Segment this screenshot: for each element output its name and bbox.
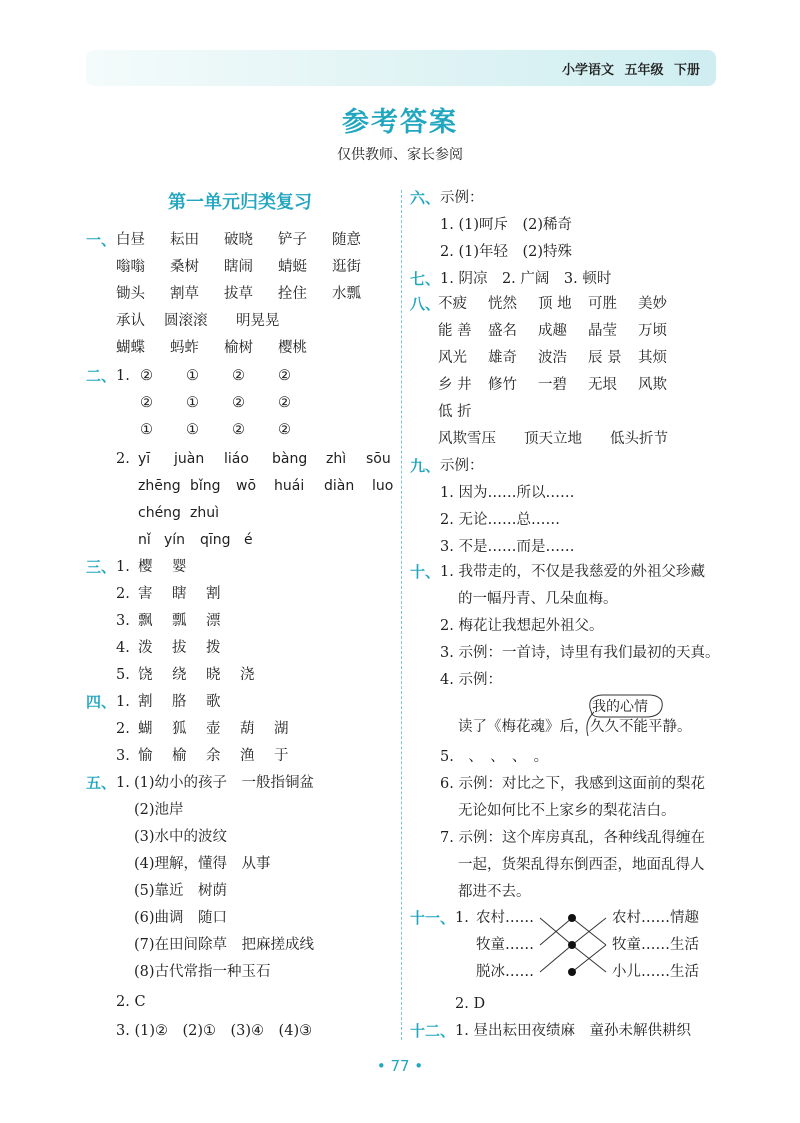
answer-line: 1. 阴凉 2. 广阔 3. 顿时 <box>440 271 612 287</box>
answer-line: 1. 昼出耘田夜绩麻 童孙未解供耕织 <box>455 1023 691 1039</box>
section-label-3: 三、 <box>86 558 117 576</box>
char: 浇 <box>240 667 255 683</box>
word: 樱桃 <box>278 340 307 356</box>
word: 铲子 <box>278 232 307 248</box>
word: 破晓 <box>224 232 253 248</box>
answer-line: 3. 示例：一首诗，诗里有我们最初的天真。 <box>440 645 720 661</box>
section-label-7: 七、 <box>410 270 441 288</box>
word: 瞎闹 <box>224 259 253 275</box>
char: 葫 <box>240 721 255 737</box>
word: 一碧 <box>538 377 567 393</box>
header-text: 小学语文 五年级 下册 <box>561 63 700 78</box>
word: 桑树 <box>170 259 199 275</box>
word: 蜻蜓 <box>278 259 307 275</box>
definition-item: (2)池岸 <box>134 802 184 818</box>
pinyin: qīng <box>200 532 231 548</box>
word: 逛街 <box>332 259 361 275</box>
q-number: 2. <box>116 451 130 467</box>
circled-num: ② <box>140 395 153 411</box>
definition-item: (5)靠近 树荫 <box>134 883 228 899</box>
pinyin: diàn <box>324 478 355 494</box>
answer-line: 2. C <box>116 994 146 1010</box>
answer-line: 1. 因为……所以…… <box>440 485 575 501</box>
word: 雄奇 <box>488 350 517 366</box>
answer-line: 3. 不是……而是…… <box>440 539 575 555</box>
char: 榆 <box>172 748 187 764</box>
circled-num: ② <box>232 422 245 438</box>
word: 耘田 <box>170 232 199 248</box>
char: 蝴 <box>138 721 153 737</box>
pinyin: wō <box>236 478 257 494</box>
word: 顶天立地 <box>524 431 582 447</box>
answer-line: 4. 示例： <box>440 672 502 688</box>
word: 锄头 <box>116 286 145 302</box>
word: 榆树 <box>224 340 253 356</box>
word: 拴住 <box>278 286 307 302</box>
definition-item: (1)幼小的孩子 一般指铜盆 <box>134 775 315 791</box>
word: 白昼 <box>116 232 145 248</box>
pinyin: yī <box>138 451 151 467</box>
pinyin: chéng <box>138 505 181 521</box>
answer-line: 5. 、 、 、 。 <box>440 749 549 765</box>
answer-line: 3. (1)② (2)① (3)④ (4)③ <box>116 1023 313 1039</box>
match-left-item: 牧童…… <box>476 937 534 953</box>
char: 湖 <box>274 721 289 737</box>
word: 拔草 <box>224 286 253 302</box>
char: 歌 <box>206 694 221 710</box>
char: 害 <box>138 586 153 602</box>
word: 其烦 <box>638 350 667 366</box>
sentence-a: 读了《梅花魂》后， <box>458 719 589 735</box>
match-right-item: 牧童……生活 <box>612 937 699 953</box>
char: 愉 <box>138 748 153 764</box>
word: 波浩 <box>538 350 567 366</box>
pinyin: bàng <box>272 451 308 467</box>
answer-line: 的一幅丹青、几朵血梅。 <box>458 591 618 607</box>
circled-num: ② <box>232 395 245 411</box>
match-right-item: 小儿……生活 <box>612 964 699 980</box>
q-number: 5. <box>116 667 130 683</box>
word: 承认 <box>116 313 145 329</box>
definition-item: (4)理解，懂得 从事 <box>134 856 271 872</box>
section-label-11: 十一、 <box>410 909 456 927</box>
pinyin: huái <box>274 478 305 494</box>
char: 于 <box>274 748 289 764</box>
word: 蝴蝶 <box>116 340 145 356</box>
definition-item: (8)古代常指一种玉石 <box>134 964 271 980</box>
word: 明晃晃 <box>236 313 280 329</box>
section-label-9: 九、 <box>410 457 441 475</box>
word: 无垠 <box>588 377 617 393</box>
pinyin: zhēng <box>138 478 181 494</box>
circled-num: ① <box>186 395 199 411</box>
definition-item: (3)水中的波纹 <box>134 829 228 845</box>
definition-item: (7)在田间除草 把麻搓成线 <box>134 937 315 953</box>
pinyin: bǐng <box>190 478 221 494</box>
char: 绕 <box>172 667 187 683</box>
mood-bubble-text: 我的心情 <box>592 699 648 715</box>
circled-num: ② <box>278 395 291 411</box>
pinyin: é <box>244 532 253 548</box>
word: 水瓢 <box>332 286 361 302</box>
char: 余 <box>206 748 221 764</box>
pinyin: zhuì <box>190 505 219 521</box>
circled-num: ② <box>278 422 291 438</box>
char: 漂 <box>206 613 221 629</box>
word: 风欺 <box>638 377 667 393</box>
char: 狐 <box>172 721 187 737</box>
answer-line: 2. 梅花让我想起外祖父。 <box>440 618 604 634</box>
char: 婴 <box>172 559 187 575</box>
char: 泼 <box>138 640 153 656</box>
char: 拨 <box>206 640 221 656</box>
answer-line: 6. 示例：对比之下，我感到这面前的梨花 <box>440 776 705 792</box>
answer-line: 7. 示例：这个库房真乱，各种线乱得缠在 <box>440 830 705 846</box>
word: 乡 井 <box>438 377 472 393</box>
example-label: 示例： <box>440 190 484 206</box>
word: 晶莹 <box>588 323 617 339</box>
answer-line: 2. 无论……总…… <box>440 512 560 528</box>
circled-num: ② <box>232 368 245 384</box>
q-number: 1. <box>116 559 130 575</box>
answer-line: 2. D <box>455 996 486 1012</box>
answer-line: 1. 我带走的，不仅是我慈爱的外祖父珍藏 <box>440 564 705 580</box>
section-label-5: 五、 <box>86 774 117 792</box>
section-label-8: 八、 <box>410 295 441 313</box>
word: 美妙 <box>638 296 667 312</box>
word: 不疲 <box>438 296 467 312</box>
circled-num: ① <box>140 422 153 438</box>
word: 割草 <box>170 286 199 302</box>
pinyin: zhì <box>326 451 347 467</box>
word: 恍然 <box>488 296 517 312</box>
section-label-10: 十、 <box>410 563 441 581</box>
q-number: 2. <box>116 721 130 737</box>
word: 盛名 <box>488 323 517 339</box>
sentence-b: 久久不能平静。 <box>590 719 692 735</box>
char: 瓢 <box>172 613 187 629</box>
word: 顶 地 <box>538 296 572 312</box>
pinyin: liáo <box>224 451 249 467</box>
word: 随意 <box>332 232 361 248</box>
q-number: 1. <box>116 775 130 791</box>
q-number: 3. <box>116 613 130 629</box>
section-label-6: 六、 <box>410 189 441 207</box>
pinyin: nǐ <box>138 532 151 548</box>
pinyin: luo <box>372 478 394 494</box>
q-number: 4. <box>116 640 130 656</box>
q-number: 3. <box>116 748 130 764</box>
definition-item: (6)曲调 随口 <box>134 910 228 926</box>
q-number: 1. <box>116 368 130 384</box>
word: 圆滚滚 <box>164 313 208 329</box>
section-label-4: 四、 <box>86 693 117 711</box>
pinyin: sōu <box>366 451 391 467</box>
answer-line: 无论如何比不上家乡的梨花洁白。 <box>458 803 676 819</box>
example-label: 示例： <box>440 458 484 474</box>
word: 万顷 <box>638 323 667 339</box>
char: 拔 <box>172 640 187 656</box>
answer-line: 1. (1)呵斥 (2)稀奇 <box>440 217 573 233</box>
section-label-2: 二、 <box>86 367 117 385</box>
word: 风欺雪压 <box>438 431 496 447</box>
word: 低 折 <box>438 404 472 420</box>
answer-line: 一起，货架乱得东倒西歪，地面乱得人 <box>458 857 705 873</box>
page-title: 参考答案 <box>342 107 458 138</box>
word: 成趣 <box>538 323 567 339</box>
word: 蚂蚱 <box>170 340 199 356</box>
circled-num: ① <box>186 368 199 384</box>
section-label-12: 十二、 <box>410 1022 456 1040</box>
q-number: 2. <box>116 586 130 602</box>
char: 割 <box>138 694 153 710</box>
char: 饶 <box>138 667 153 683</box>
match-left-item: 农村…… <box>476 910 534 926</box>
word: 风光 <box>438 350 467 366</box>
answer-line: 2. (1)年轻 (2)特殊 <box>440 244 573 260</box>
char: 渔 <box>240 748 255 764</box>
match-left-item: 脱冰…… <box>476 964 534 980</box>
word: 嗡嗡 <box>116 259 145 275</box>
circled-num: ② <box>278 368 291 384</box>
circled-num: ① <box>186 422 199 438</box>
word: 修竹 <box>488 377 517 393</box>
char: 割 <box>206 586 221 602</box>
char: 壶 <box>206 721 221 737</box>
word: 能 善 <box>438 323 472 339</box>
word: 辰 景 <box>588 350 622 366</box>
circled-num: ② <box>140 368 153 384</box>
q-number: 1. <box>455 910 469 926</box>
q-number: 1. <box>116 694 130 710</box>
section-label-1: 一、 <box>86 231 117 249</box>
answer-line: 都进不去。 <box>458 884 531 900</box>
match-right-item: 农村……情趣 <box>612 910 699 926</box>
char: 胳 <box>172 694 187 710</box>
unit-title: 第一单元归类复习 <box>168 192 312 213</box>
word: 低头折节 <box>610 431 668 447</box>
char: 晓 <box>206 667 221 683</box>
word: 可胜 <box>588 296 617 312</box>
char: 飘 <box>138 613 153 629</box>
char: 瞎 <box>172 586 187 602</box>
pinyin: yín <box>164 532 186 548</box>
page-subtitle: 仅供教师、家长参阅 <box>337 147 463 163</box>
page-number: • 77 • <box>376 1057 424 1075</box>
char: 樱 <box>138 559 153 575</box>
pinyin: juàn <box>174 451 205 467</box>
